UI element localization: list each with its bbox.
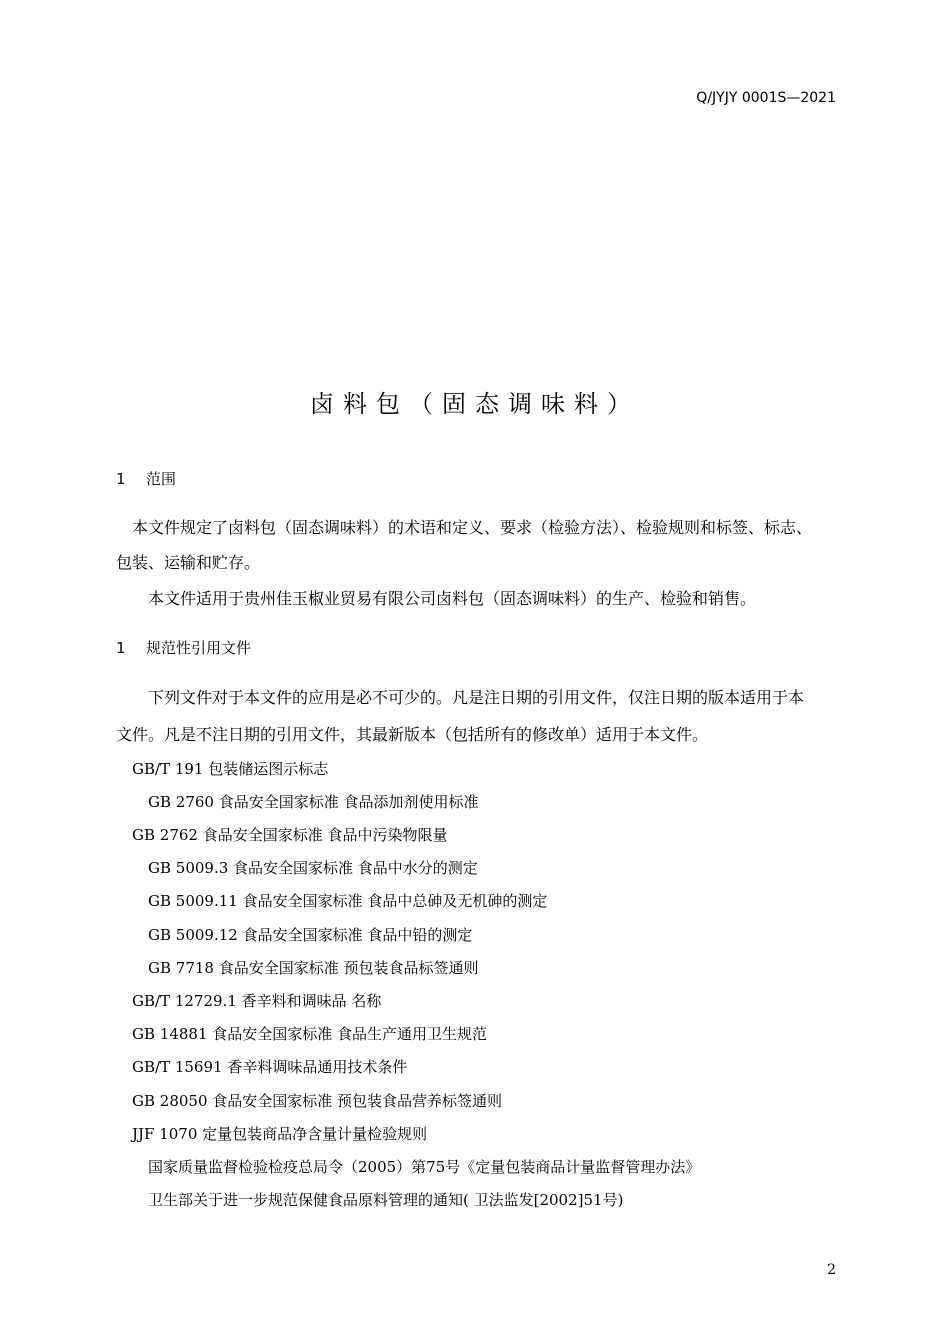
reference-item: GB/T 12729.1 香辛料和调味品 名称 bbox=[132, 992, 382, 1010]
section-heading-normative-references bbox=[116, 637, 251, 658]
page-number: 2 bbox=[827, 1262, 836, 1278]
scope-paragraph-line-2: 包装、运输和贮存。 bbox=[116, 553, 261, 572]
section-number: 1 bbox=[116, 470, 126, 488]
section-title: 范围 bbox=[146, 470, 177, 488]
section-heading-scope bbox=[116, 468, 176, 489]
reference-item: GB 2762 食品安全国家标准 食品中污染物限量 bbox=[132, 826, 448, 844]
scope-paragraph-line-1: 本文件规定了卤料包（固态调味料）的术语和定义、要求（检验方法）、检验规则和标签、标志、 bbox=[132, 518, 813, 537]
reference-item: GB 7718 食品安全国家标准 预包装食品标签通则 bbox=[148, 959, 479, 977]
reference-item: GB 5009.11 食品安全国家标准 食品中总砷及无机砷的测定 bbox=[148, 892, 548, 910]
scope-paragraph-2: 本文件适用于贵州佳玉椒业贸易有限公司卤料包（固态调味料）的生产、检验和销售。 bbox=[148, 589, 757, 608]
reference-item: 卫生部关于进一步规范保健食品原料管理的通知( 卫法监发[2002]51号) bbox=[148, 1191, 624, 1209]
standard-code: Q/JYJY 0001S—2021 bbox=[696, 90, 836, 106]
section-title: 规范性引用文件 bbox=[146, 639, 252, 657]
reference-item: GB 28050 食品安全国家标准 预包装食品营养标签通则 bbox=[132, 1092, 503, 1110]
references-intro-line-2: 文件。凡是不注日期的引用文件，其最新版本（包括所有的修改单）适用于本文件。 bbox=[116, 725, 709, 744]
reference-item: GB 2760 食品安全国家标准 食品添加剂使用标准 bbox=[148, 793, 479, 811]
reference-item: GB 14881 食品安全国家标准 食品生产通用卫生规范 bbox=[132, 1025, 488, 1043]
reference-item: GB/T 191 包装储运图示标志 bbox=[132, 760, 329, 778]
references-intro-line-1: 下列文件对于本文件的应用是必不可少的。凡是注日期的引用文件，仅注日期的版本适用于本 bbox=[148, 688, 805, 707]
reference-item: 国家质量监督检验检疫总局令（2005）第75号《定量包装商品计量监督管理办法》 bbox=[148, 1158, 701, 1176]
document-title: 卤料包（固态调味料） bbox=[310, 390, 640, 418]
reference-item: GB/T 15691 香辛料调味品通用技术条件 bbox=[132, 1058, 408, 1076]
reference-item: JJF 1070 定量包装商品净含量计量检验规则 bbox=[132, 1125, 428, 1143]
section-number: 1 bbox=[116, 639, 126, 657]
reference-item: GB 5009.12 食品安全国家标准 食品中铅的测定 bbox=[148, 926, 473, 944]
reference-item: GB 5009.3 食品安全国家标准 食品中水分的测定 bbox=[148, 859, 478, 877]
